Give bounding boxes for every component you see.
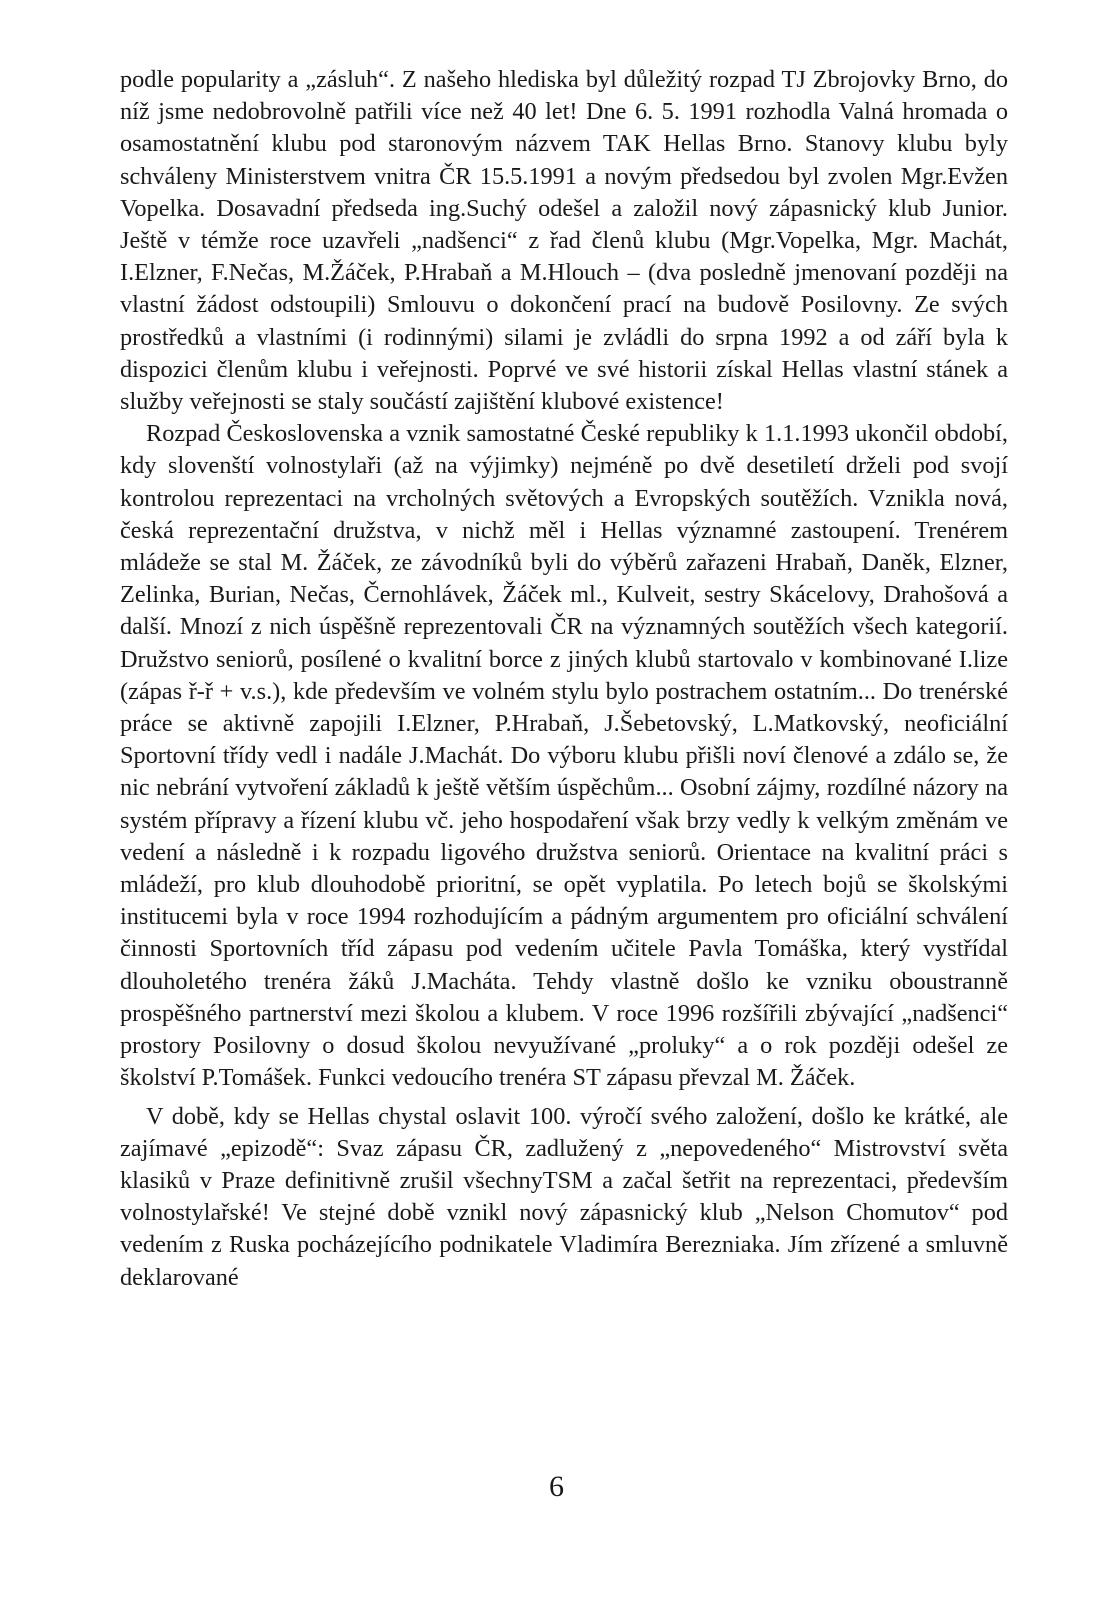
paragraph-1: podle popularity a „zásluh“. Z našeho hlediska byl důležitý rozpad TJ Zbrojovky Brno, do níž jsme nedobrovolně patřili více než 40 let! Dne 6. 5. 1991 rozhodla Valná hromada o osamostatnění klubu pod staronovým názvem TAK Hellas Brno. Stanovy klubu byly schváleny Ministerstvem vnitra ČR 15.5.1991 a novým předsedou byl zvolen Mgr.Evžen Vopelka. Dosavadní předseda ing.Suchý odešel a založil nový zápasnický klub Junior. Ještě v témže roce uzavřeli „nadšenci“ z řad členů klubu (Mgr.Vopelka, Mgr. Machát, I.Elzner, F.Nečas, M.Žáček, P.Hrabaň a M.Hlouch – (dva posledně jmenovaní později na vlastní žádost odstoupili) Smlouvu o dokončení prací na budově Posilovny. Ze svých prostředků a vlastními (i rodinnými) silami je zvládli do srpna 1992 a od září byla k dispozici členům klubu i veřejnosti. Poprvé ve své historii získal Hellas vlastní stánek a služby veřejnosti se staly součástí zajištění klubové existence! <box>120 66 1008 416</box>
paragraph-3: V době, kdy se Hellas chystal oslavit 100. výročí svého založení, došlo ke krátké, ale zajímavé „epizodě“: Svaz zápasu ČR, zadlužený z „nepovedeného“ Mistrovství světa klasiků v Praze definitivně zrušil všechnyTSM a začal šetřit na reprezentaci, především volnostylařské! Ve stejné době vznikl nový zápasnický klub „Nelson Chomutov“ pod vedením z Ruska pocházejícího podnikatele Vladimíra Berezniaka. Jím zřízené a smluvně deklarované <box>120 1102 1008 1291</box>
page-body <box>120 64 1008 1294</box>
page-number: 6 <box>549 1470 564 1503</box>
paragraph-2: Rozpad Československa a vznik samostatné České republiky k 1.1.1993 ukončil období, kdy slovenští volnostylaři (až na výjimky) nejméně po dvě desetiletí drželi pod svojí kontrolou reprezentaci na vrcholných světových a Evropských soutěžích. Vznikla nová, česká reprezentační družstva, v nichž měl i Hellas významné zastoupení. Trenérem mládeže se stal M. Žáček, ze závodníků byli do výběrů zařazeni Hrabaň, Daněk, Elzner, Zelinka, Burian, Nečas, Černohlávek, Žáček ml., Kulveit, sestry Skácelovy, Drahošová a další. Mnozí z nich úspěšně reprezentovali ČR na významných soutěžích všech kategorií. Družstvo seniorů, posílené o kvalitní borce z jiných klubů startovalo v kombinované I.lize (zápas ř-ř + v.s.), kde především ve volném stylu bylo postrachem ostatním... Do trenérské práce se aktivně zapojili I.Elzner, P.Hrabaň, J.Šebetovský, L.Matkovský, neoficiální Sportovní třídy vedl i nadále J.Machát. Do výboru klubu přišli noví členové a zdálo se, že nic nebrání vytvoření základů k ještě větším úspěchům... Osobní zájmy, rozdílné názory na systém přípravy a řízení klubu vč. jeho hospodaření však brzy vedly k velkým změnám ve vedení a následně i k rozpadu ligového družstva seniorů. Orientace na kvalitní práci s mládeží, pro klub dlouhodobě prioritní, se opět vyplatila. Po letech bojů se školskými institucemi byla v roce 1994 rozhodujícím a pádným argumentem pro oficiální schválení činnosti Sportovních tříd zápasu pod vedením učitele Pavla Tomáška, který vystřídal dlouholetého trenéra žáků J.Macháta. Tehdy vlastně došlo ke vzniku oboustranně prospěšného partnerství mezi školou a klubem. V roce 1996 rozšířili zbývající „nadšenci“ prostory Posilovny o dosud školou nevyužívané „proluky“ a o rok později odešel ze školství P.Tomášek. Funkci vedoucího trenéra ST zápasu převzal M. Žáček. <box>120 420 1008 1092</box>
